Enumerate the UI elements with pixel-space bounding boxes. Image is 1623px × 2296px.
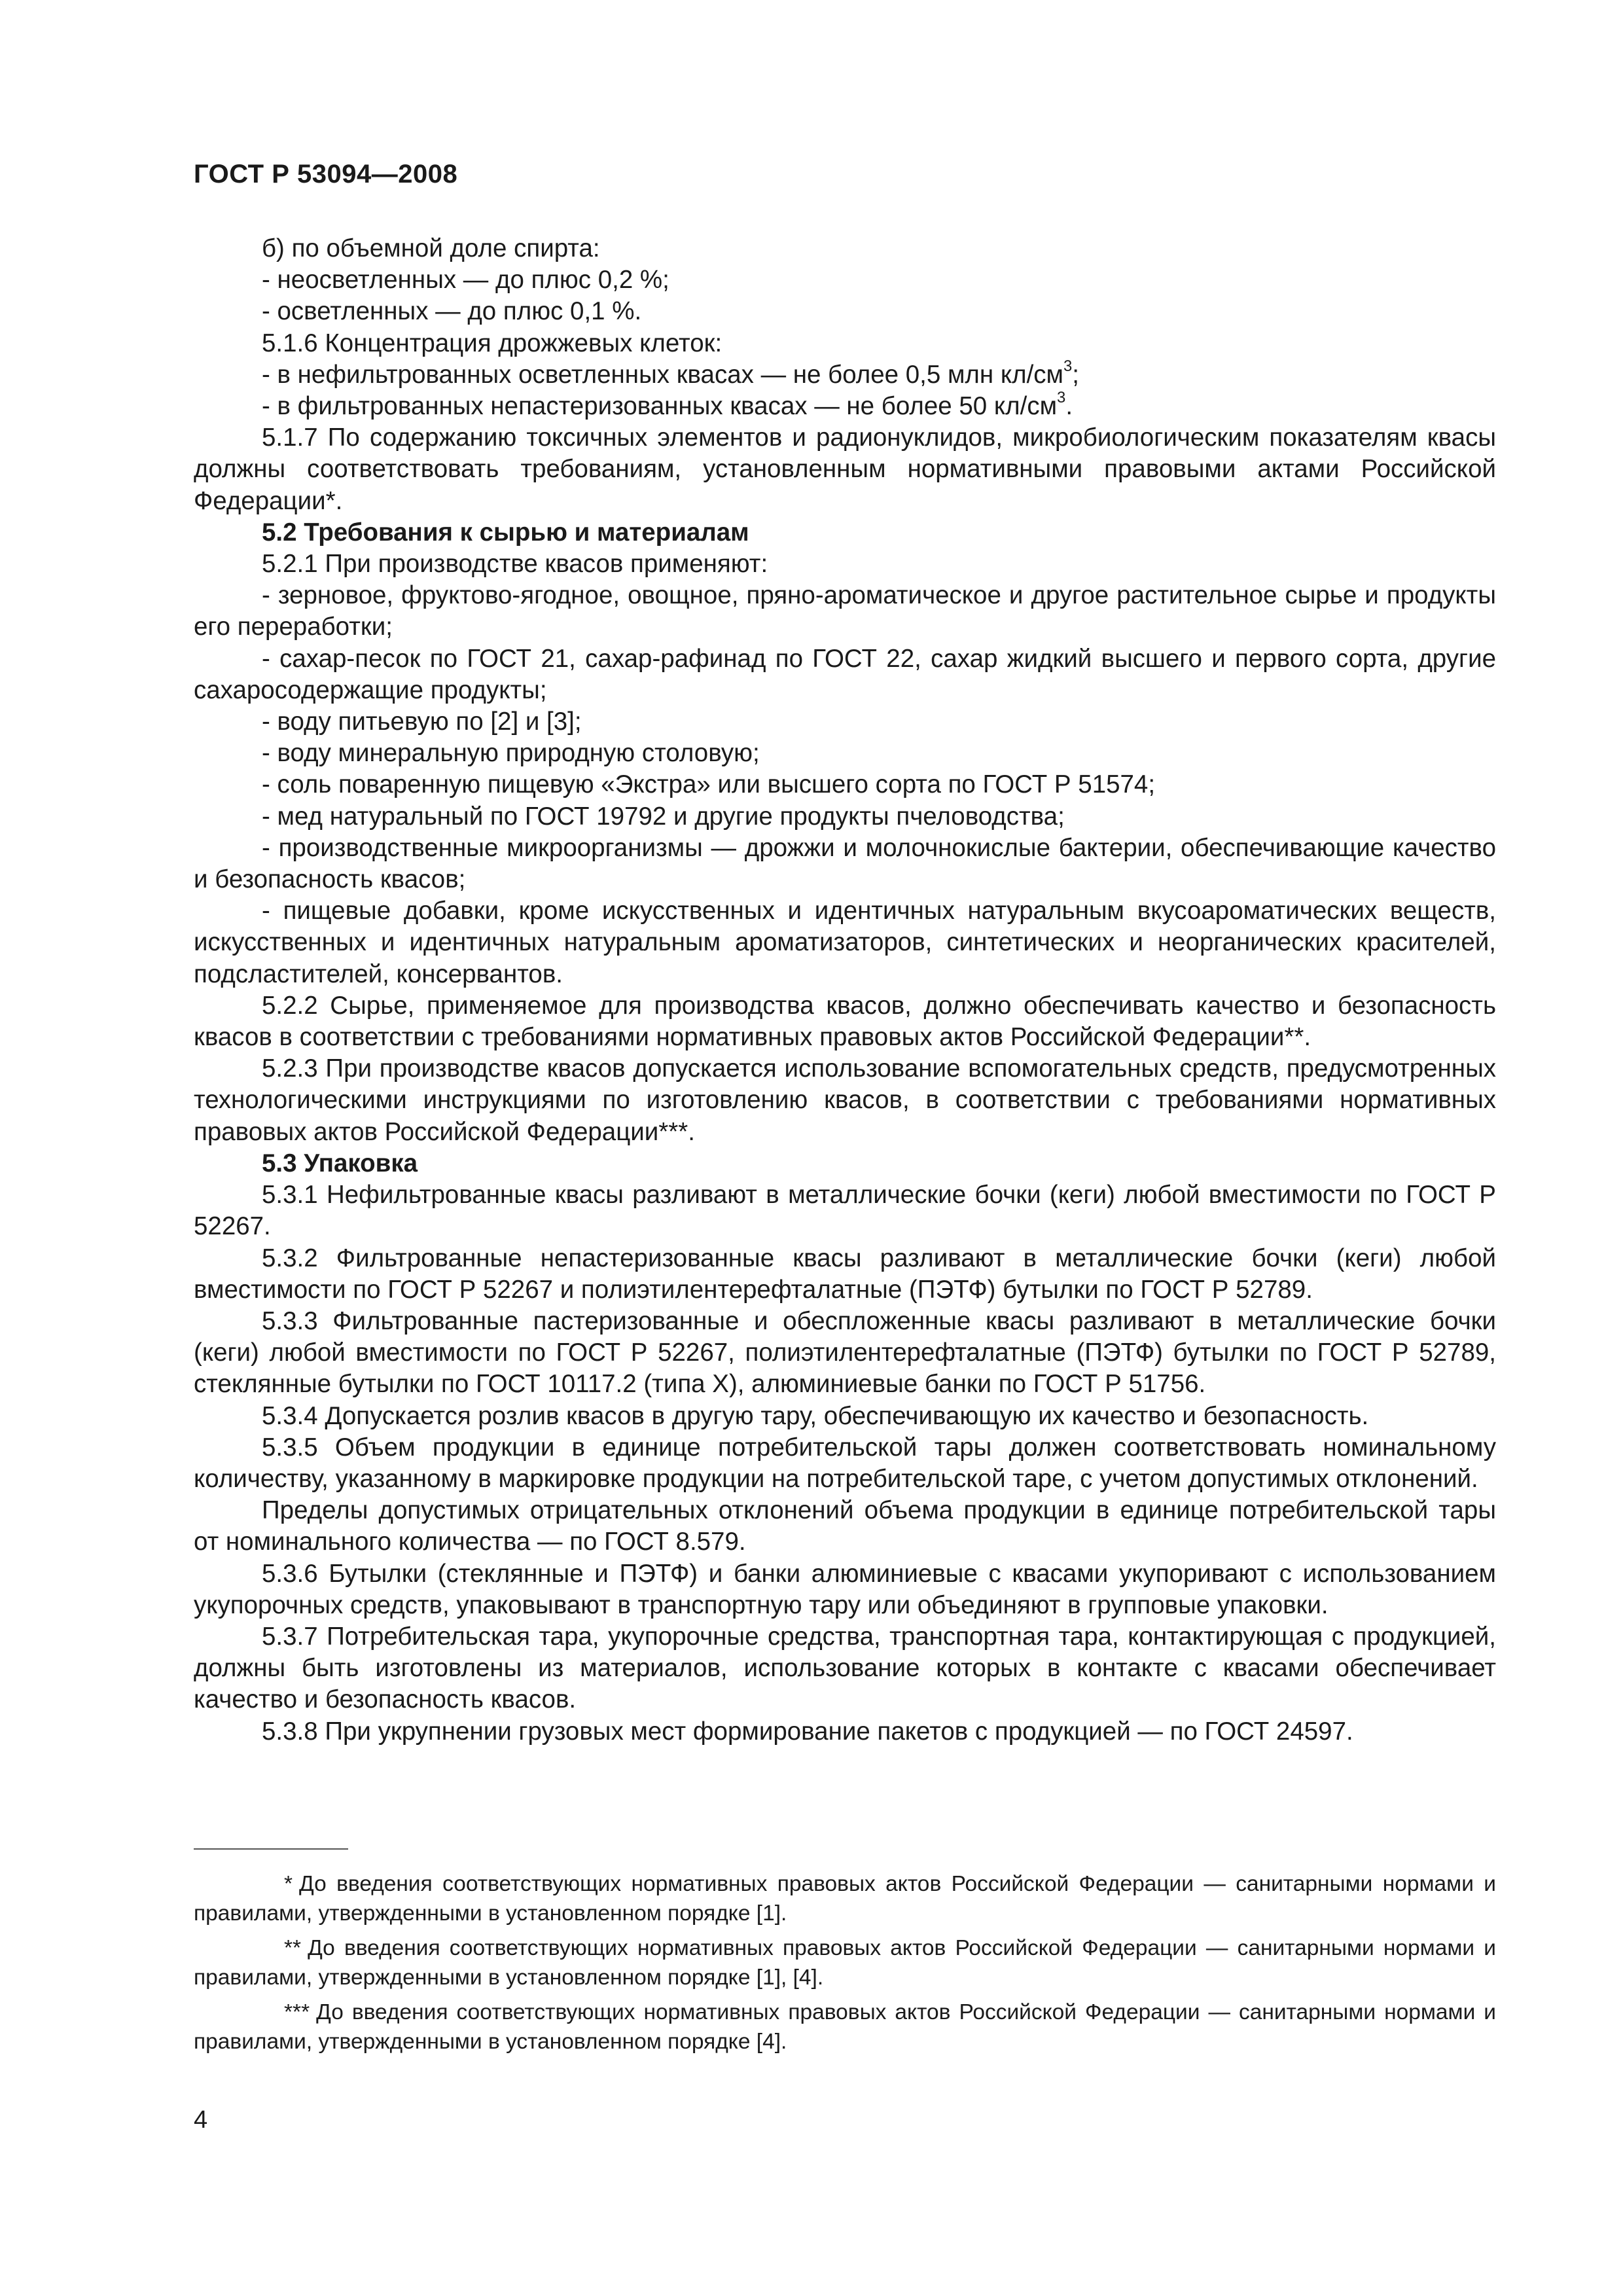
footnote-1 — [194, 1869, 1496, 1928]
footnote-2 — [194, 1933, 1496, 1992]
list-item-unclarified: - неосветленных — до плюс 0,2 %; — [262, 266, 669, 295]
clause-5-1-7: 5.1.7 По содержанию токсичных элементов и радионуклидов, микробиологическим показателям квасы должны соответствовать требованиям, установленным нормативными правовыми актами Российской Федерации*. — [194, 423, 1496, 515]
footnote-text: До введения соответствующих нормативных правовых актов Российской Федерации — санитарными нормами и правилами, утвержденными в установленном порядке [1]. — [194, 1872, 1496, 1926]
page-number: 4 — [194, 2106, 208, 2134]
clause-5-2-2: 5.2.2 Сырье, применяемое для производства квасов, должно обеспечивать качество и безопасность квасов в соответствии с требованиями нормативных правовых актов Российской Федерации**. — [194, 991, 1496, 1052]
footnote-text: До введения соответствующих нормативных правовых актов Российской Федерации — санитарными нормами и правилами, утвержденными в установленном порядке [1], [4]. — [194, 1936, 1496, 1990]
list-item-yeast-unfiltered — [194, 359, 1496, 391]
clause-5-3-1: 5.3.1 Нефильтрованные квасы разливают в металлические бочки (кеги) любой вместимости по ГОСТ Р 52267. — [194, 1181, 1496, 1241]
clause-5-3-2: 5.3.2 Фильтрованные непастеризованные квасы разливают в металлические бочки (кеги) любой вместимости по ГОСТ Р 52267 и полиэтилентерефталатные (ПЭТФ) бутылки по ГОСТ Р 52789. — [194, 1244, 1496, 1304]
section-heading-5-2: 5.2 Требования к сырью и материалам — [262, 518, 749, 547]
clause-5-3-6: 5.3.6 Бутылки (стеклянные и ПЭТФ) и банки алюминиевые с квасами укупоривают с использованием укупорочных средств, упаковывают в транспортную тару или объединяют в групповые упаковки. — [194, 1559, 1496, 1619]
list-item-honey: - мед натуральный по ГОСТ 19792 и другие продукты пчеловодства; — [262, 802, 1065, 831]
list-item-clarified: - осветленных — до плюс 0,1 %. — [262, 297, 642, 326]
list-item-mineral-water: - воду минеральную природную столовую; — [262, 739, 760, 768]
clause-5-3-3: 5.3.3 Фильтрованные пастеризованные и обеспложенные квасы разливают в металлические бочки (кеги) любой вместимости по ГОСТ Р 52267, полиэтилентерефталатные (ПЭТФ) бутылки по ГОСТ Р 52789, стеклянные бутылки по ГОСТ 10117.2 (типа X), алюминиевые банки по ГОСТ Р 51756. — [194, 1306, 1496, 1399]
footnote-separator — [194, 1848, 348, 1850]
clause-5-3-4: 5.3.4 Допускается розлив квасов в другую тару, обеспечивающую их качество и безопасность. — [262, 1401, 1369, 1430]
clause-5-2-3: 5.2.3 При производстве квасов допускается использование вспомогательных средств, предусмотренных технологическими инструкциями по изготовлению квасов, в соответствии с требованиями нормативных правовых актов Российской Федерации***. — [194, 1054, 1496, 1146]
document-code-header: ГОСТ Р 53094—2008 — [194, 160, 458, 188]
list-item-yeast-filtered — [194, 391, 1496, 422]
clause-5-3-8: 5.3.8 При укрупнении грузовых мест формирование пакетов с продукцией — по ГОСТ 24597. — [262, 1717, 1353, 1746]
document-body — [194, 233, 1496, 1748]
list-item-sugar: - сахар-песок по ГОСТ 21, сахар-рафинад по ГОСТ 22, сахар жидкий высшего и первого сорта, другие сахаросодержащие продукты; — [194, 644, 1496, 704]
footnote-mark: *** — [284, 2000, 310, 2024]
list-item-salt: - соль поваренную пищевую «Экстра» или высшего сорта по ГОСТ Р 51574; — [262, 770, 1156, 799]
clause-5-3-7: 5.3.7 Потребительская тара, укупорочные средства, транспортная тара, контактирующая с продукцией, должны быть изготовлены из материалов, использование которых в контакте с квасами обеспечивает качество и безопасность квасов. — [194, 1622, 1496, 1714]
superscript-cube: 3 — [1057, 389, 1066, 407]
footnotes — [194, 1869, 1496, 2062]
list-item-food-additives: - пищевые добавки, кроме искусственных и идентичных натуральным вкусоароматических веществ, искусственных и идентичных натуральным ароматизаторов, синтетических и неорганических красителей, подсластителей, консервантов. — [194, 897, 1496, 988]
list-item-raw-plant: - зерновое, фруктово-ягодное, овощное, пряно-ароматическое и другое растительное сырье и продукты его переработки; — [194, 581, 1496, 641]
superscript-cube: 3 — [1063, 357, 1073, 375]
punctuation: . — [1065, 392, 1073, 421]
footnote-mark: * — [284, 1872, 293, 1896]
footnote-mark: ** — [284, 1936, 302, 1960]
footnote-3 — [194, 1998, 1496, 2056]
list-item-yeast-unfiltered-text: - в нефильтрованных осветленных квасах — не более 0,5 млн кл/см — [262, 360, 1064, 389]
section-heading-5-3: 5.3 Упаковка — [262, 1149, 418, 1177]
clause-5-1-6: 5.1.6 Концентрация дрожжевых клеток: — [262, 329, 722, 357]
paragraph-volume-deviations: Пределы допустимых отрицательных отклонений объема продукции в единице потребительской тары от номинального количества — по ГОСТ 8.579. — [194, 1496, 1496, 1556]
list-item-yeast-filtered-text: - в фильтрованных непастеризованных квасах — не более 50 кл/см — [262, 392, 1058, 421]
punctuation: ; — [1072, 360, 1079, 389]
clause-5-2-1: 5.2.1 При производстве квасов применяют: — [262, 550, 768, 579]
list-item-microorganisms: - производственные микроорганизмы — дрожжи и молочнокислые бактерии, обеспечивающие качество и безопасность квасов; — [194, 833, 1496, 894]
clause-5-3-5: 5.3.5 Объем продукции в единице потребительской тары должен соответствовать номинальному количеству, указанному в маркировке продукции на потребительской таре, с учетом допустимых отклонений. — [194, 1433, 1496, 1493]
list-item-drinking-water: - воду питьевую по [2] и [3]; — [262, 708, 582, 736]
footnote-text: До введения соответствующих нормативных правовых актов Российской Федерации — санитарными нормами и правилами, утвержденными в установленном порядке [4]. — [194, 2000, 1496, 2054]
paragraph-alcohol-fraction: б) по объемной доле спирта: — [262, 234, 600, 262]
